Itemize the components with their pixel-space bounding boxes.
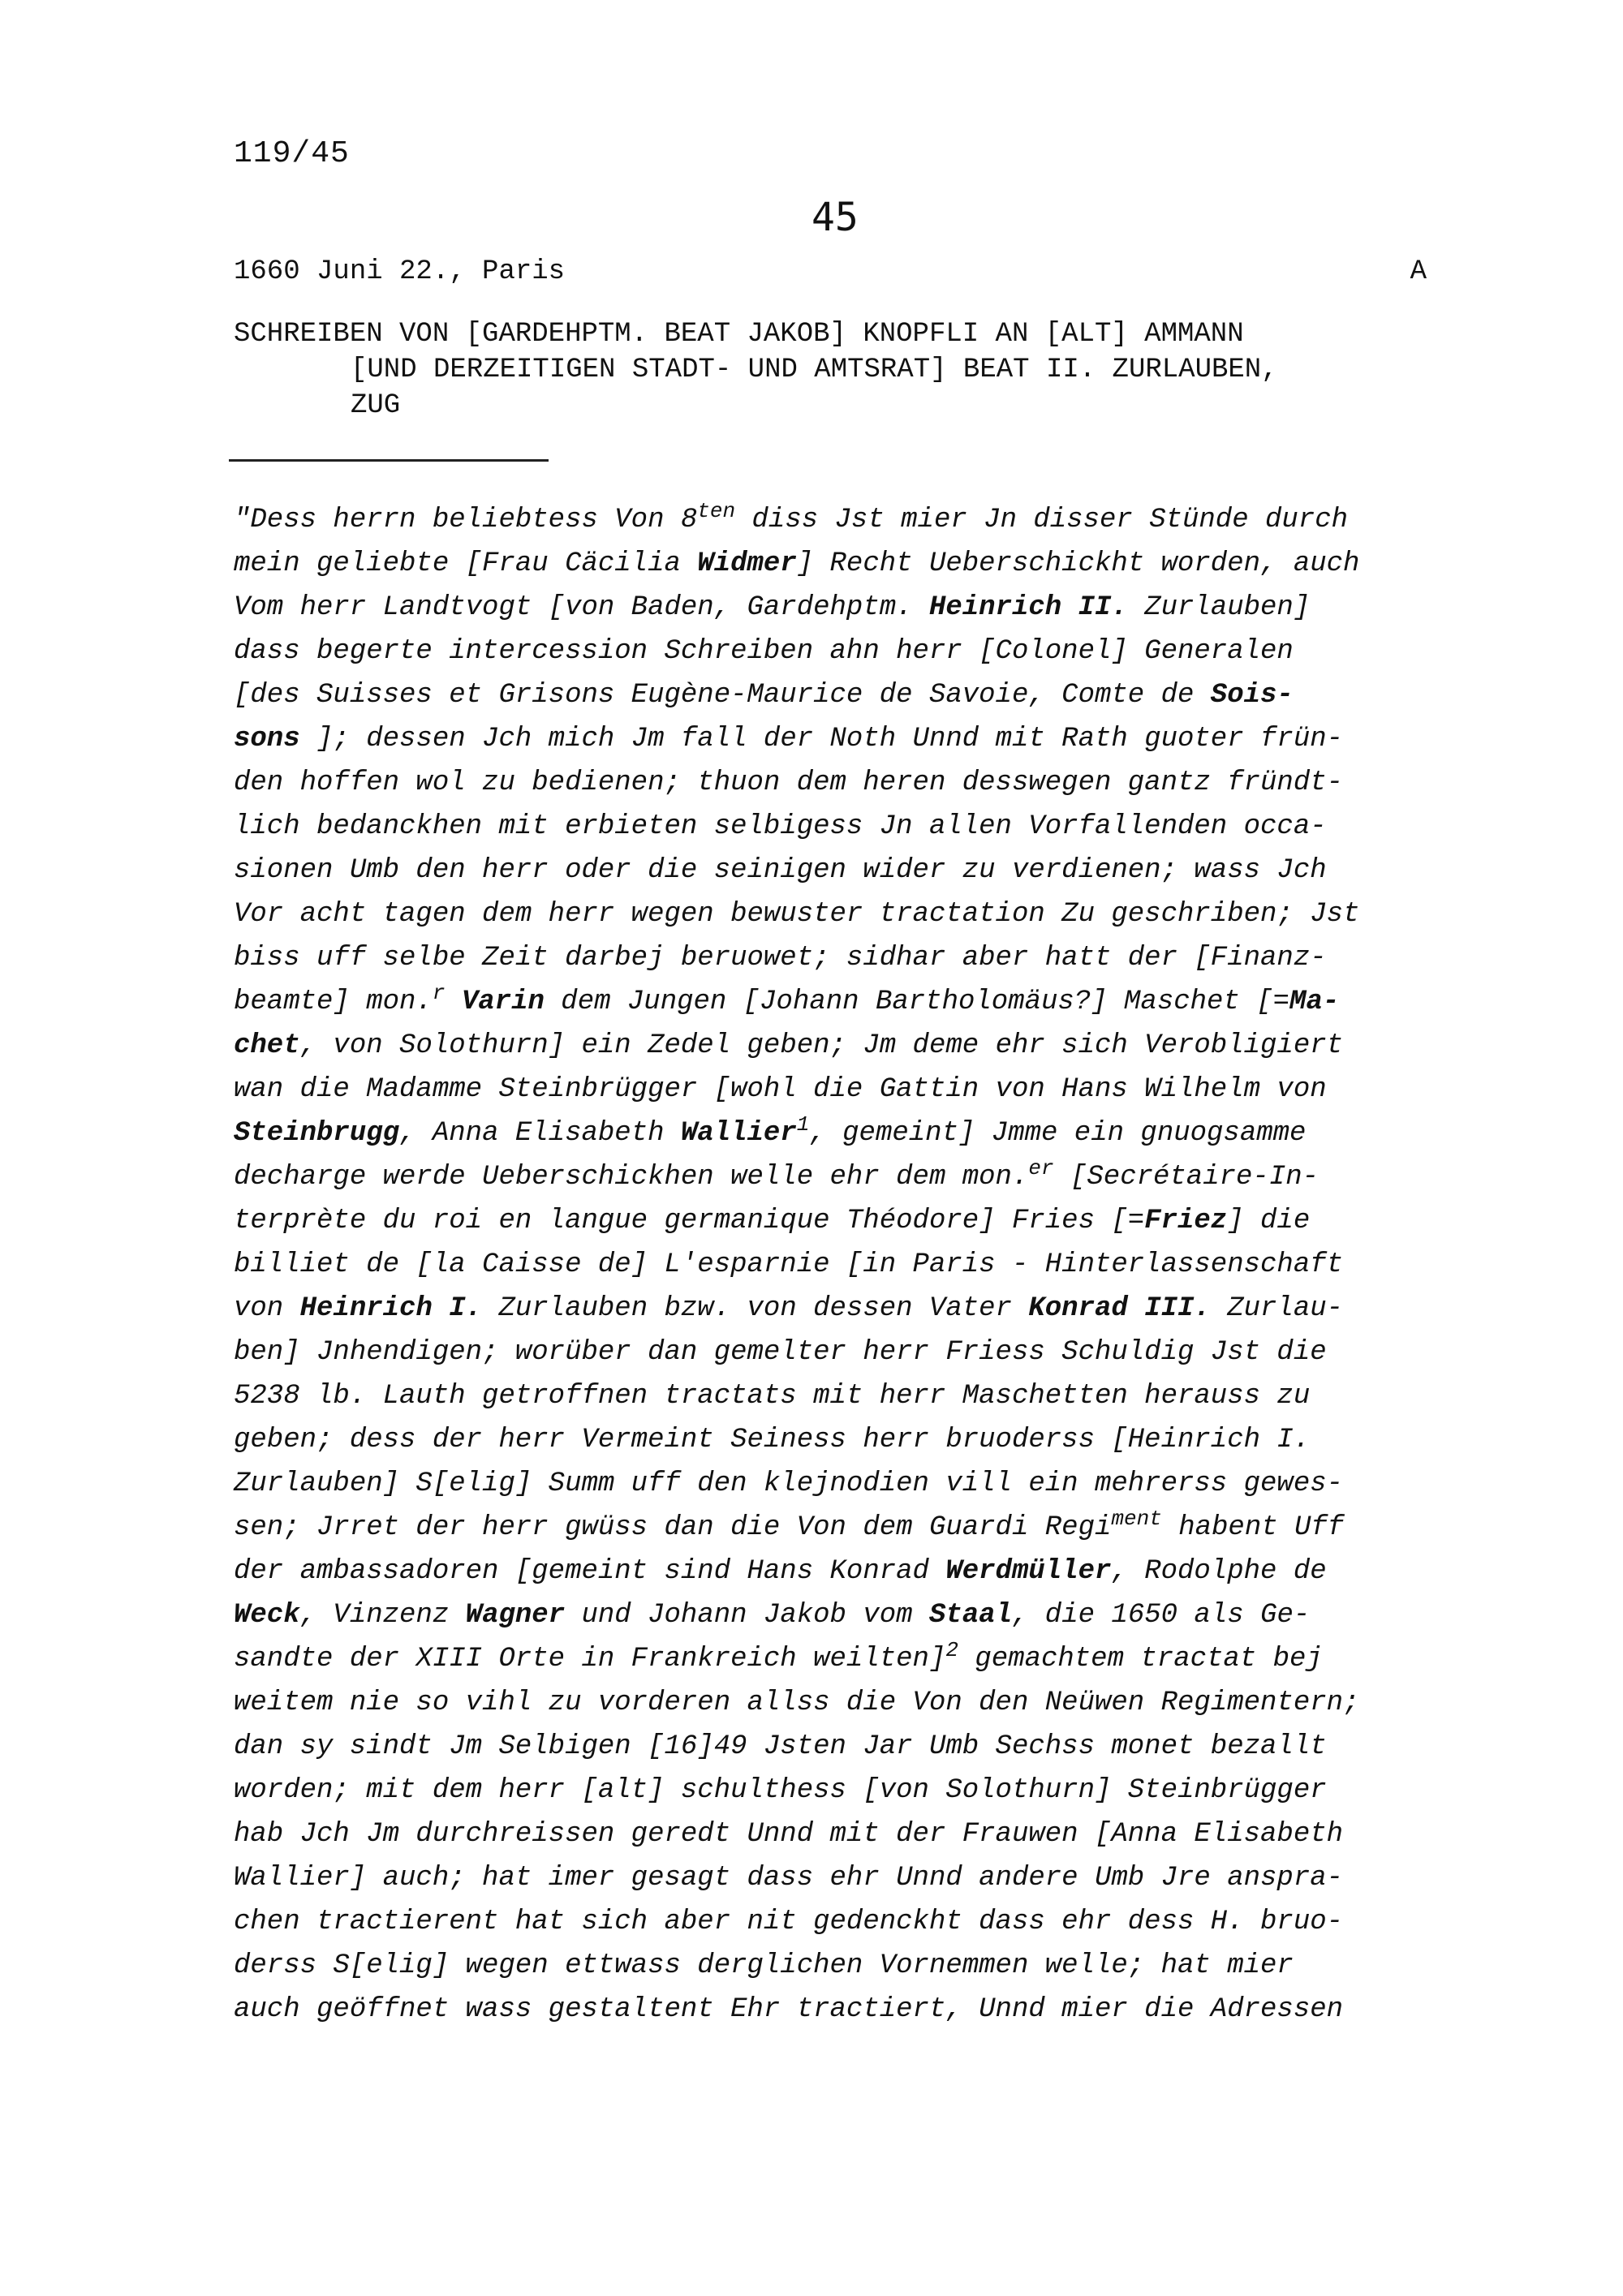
text-segment: [des Suisses et Grisons Eugène-Maurice de Savoie, Comte de	[234, 680, 1211, 711]
text-segment: weitem nie so vihl zu vorderen allss die Von den Neüwen Regimentern;	[234, 1688, 1360, 1718]
text-segment: ] die	[1227, 1206, 1311, 1236]
text-segment: billiet de [la Caisse de] L'esparnie [in Paris - Hinterlassenschaft	[234, 1249, 1344, 1280]
text-segment: und Johann Jakob vom	[565, 1600, 929, 1631]
text-segment: von	[234, 1293, 300, 1324]
text-line	[234, 1725, 1475, 1769]
superscript: ten	[697, 499, 736, 523]
bold-name: Weck	[234, 1600, 300, 1631]
text-line	[234, 805, 1475, 849]
text-line	[234, 1462, 1475, 1506]
text-segment: lich bedanckhen mit erbieten selbigess Jn allen Vorfallenden occa-	[234, 811, 1327, 842]
text-segment: , gemeint] Jmme ein gnuogsamme	[809, 1118, 1307, 1149]
text-segment: habent Uff	[1161, 1512, 1345, 1543]
text-line	[234, 1988, 1475, 2032]
text-segment: 5238 lb. Lauth getroffnen tractats mit herr Maschetten herauss zu	[234, 1381, 1311, 1412]
text-segment: , Vinzenz	[299, 1600, 466, 1631]
text-line	[234, 936, 1475, 980]
text-segment: Wallier] auch; hat imer gesagt dass ehr Unnd andere Umb Jre anspra-	[234, 1863, 1344, 1894]
text-segment: hab Jch Jm durchreissen geredt Unnd mit der Frauwen [Anna Elisabeth	[234, 1819, 1344, 1850]
text-segment: der ambassadoren [gemeint sind Hans Konrad	[234, 1556, 946, 1587]
text-segment: worden; mit dem herr [alt] schulthess [von Solothurn] Steinbrügger	[234, 1775, 1327, 1806]
text-segment: ]; dessen Jch mich Jm fall der Noth Unnd mit Rath guoter frün-	[299, 724, 1344, 755]
text-segment: mein geliebte [Frau Cäcilia	[234, 548, 698, 579]
text-segment	[445, 987, 461, 1017]
text-segment: [Secrétaire-In-	[1053, 1162, 1319, 1193]
text-line	[234, 1155, 1475, 1199]
text-segment: sandte der XIII Orte in Frankreich weilten]	[234, 1644, 946, 1675]
title-line: ZUG	[351, 390, 401, 421]
version-letter: A	[1410, 256, 1427, 287]
text-line	[234, 892, 1475, 936]
text-segment: Zurlauben] S[elig] Summ uff den klejnodien vill ein mehrerss gewes-	[234, 1468, 1344, 1499]
bold-name: Konrad III.	[1028, 1293, 1211, 1324]
bold-name: Heinrich II.	[928, 592, 1128, 623]
text-segment: decharge werde Ueberschickhen welle ehr dem mon.	[234, 1162, 1029, 1193]
bold-name: Heinrich I.	[299, 1293, 483, 1324]
bold-name: Varin	[461, 987, 545, 1017]
bold-name: Friez	[1144, 1206, 1228, 1236]
text-segment: chen tractierent hat sich aber nit gedenckht dass ehr dess H. bruo-	[234, 1907, 1344, 1937]
separator-rule	[229, 459, 549, 462]
archive-reference: 119/45	[234, 136, 350, 171]
text-line	[234, 630, 1475, 673]
superscript: r	[432, 981, 446, 1005]
text-segment: auch geöffnet wass gestaltent Ehr tractiert, Unnd mier die Adressen	[234, 1994, 1344, 2025]
date-place: 1660 Juni 22., Paris	[234, 256, 566, 287]
text-line	[234, 1243, 1475, 1287]
text-line	[234, 849, 1475, 892]
text-line	[234, 673, 1475, 717]
text-line	[234, 1637, 1475, 1681]
text-line	[234, 1944, 1475, 1988]
text-line	[234, 761, 1475, 805]
text-segment: den hoffen wol zu bedienen; thuon dem heren desswegen gantz fründt-	[234, 767, 1344, 798]
title-line: SCHREIBEN VON [GARDEHPTM. BEAT JAKOB] KNOPFLI AN [ALT] AMMANN	[234, 319, 1244, 350]
bold-name: Werdmüller	[945, 1556, 1112, 1587]
text-line	[234, 542, 1475, 586]
text-line	[234, 1856, 1475, 1900]
text-line	[234, 1331, 1475, 1374]
text-line	[234, 1111, 1475, 1155]
text-line	[234, 586, 1475, 630]
text-line	[234, 980, 1475, 1024]
text-segment: dass begerte intercession Schreiben ahn herr [Colonel] Generalen	[234, 636, 1294, 667]
text-segment: Zurlauben bzw. von dessen Vater	[482, 1293, 1029, 1324]
text-line	[234, 1769, 1475, 1812]
bold-name: Wallier	[680, 1118, 797, 1149]
letter-transcription	[234, 498, 1475, 2032]
superscript: ment	[1111, 1507, 1162, 1531]
text-segment: terprète du roi en langue germanique Théodore] Fries [=	[234, 1206, 1145, 1236]
text-segment: ] Recht Ueberschickht worden, auch	[796, 548, 1360, 579]
text-line	[234, 717, 1475, 761]
document-number: 45	[812, 195, 859, 240]
text-line	[234, 1506, 1475, 1550]
text-segment: wan die Madamme Steinbrügger [wohl die Gattin von Hans Wilhelm von	[234, 1074, 1327, 1105]
text-line	[234, 1900, 1475, 1944]
bold-name: Staal	[928, 1600, 1012, 1631]
date-line	[234, 256, 1427, 287]
text-line	[234, 1418, 1475, 1462]
superscript: 2	[945, 1638, 958, 1662]
text-segment: biss uff selbe Zeit darbej beruowet; sidhar aber hatt der [Finanz-	[234, 943, 1327, 974]
text-segment: gemachtem tractat bej	[958, 1644, 1323, 1675]
text-segment: , Anna Elisabeth	[399, 1118, 681, 1149]
bold-name: Sois-	[1210, 680, 1294, 711]
text-segment: dan sy sindt Jm Selbigen [16]49 Jsten Jar Umb Sechss monet bezallt	[234, 1731, 1327, 1762]
text-segment: diss Jst mier Jn disser Stünde durch	[735, 505, 1349, 535]
bold-name: Wagner	[465, 1600, 566, 1631]
text-segment: Zurlau-	[1210, 1293, 1344, 1324]
bold-name: Widmer	[697, 548, 797, 579]
text-segment: Vom herr Landtvogt [von Baden, Gardehptm.	[234, 592, 929, 623]
text-segment: sen; Jrret der herr gwüss dan die Von dem Guardi Regi	[234, 1512, 1112, 1543]
superscript: er	[1028, 1156, 1054, 1180]
text-line	[234, 1550, 1475, 1593]
text-line	[234, 1374, 1475, 1418]
text-line	[234, 1024, 1475, 1068]
text-line	[234, 498, 1475, 542]
text-segment: geben; dess der herr Vermeint Seiness herr bruoderss [Heinrich I.	[234, 1425, 1311, 1455]
text-line	[234, 1681, 1475, 1725]
text-segment: dem Jungen [Johann Bartholomäus?] Maschet [=	[544, 987, 1290, 1017]
bold-name: Ma-	[1289, 987, 1340, 1017]
text-line	[234, 1593, 1475, 1637]
text-line	[234, 1199, 1475, 1243]
superscript: 1	[796, 1112, 810, 1137]
text-segment: ben] Jnhendigen; worüber dan gemelter herr Friess Schuldig Jst die	[234, 1337, 1327, 1368]
text-segment: Zurlauben]	[1127, 592, 1311, 623]
text-segment: sionen Umb den herr oder die seinigen wider zu verdienen; wass Jch	[234, 855, 1327, 886]
text-segment: , von Solothurn] ein Zedel geben; Jm deme ehr sich Verobligiert	[299, 1030, 1344, 1061]
text-line	[234, 1068, 1475, 1111]
text-segment: Vor acht tagen dem herr wegen bewuster tractation Zu geschriben; Jst	[234, 899, 1360, 930]
text-segment: derss S[elig] wegen ettwass derglichen Vornemmen welle; hat mier	[234, 1950, 1294, 1981]
text-segment: , die 1650 als Ge-	[1012, 1600, 1311, 1631]
document-title	[234, 316, 1467, 424]
text-segment: , Rodolphe de	[1111, 1556, 1327, 1587]
title-line: [UND DERZEITIGEN STADT- UND AMTSRAT] BEAT II. ZURLAUBEN,	[351, 355, 1278, 385]
text-line	[234, 1287, 1475, 1331]
text-segment: beamte] mon.	[234, 987, 433, 1017]
bold-name: chet	[234, 1030, 300, 1061]
bold-name: Steinbrugg	[234, 1118, 400, 1149]
bold-name: sons	[234, 724, 300, 755]
text-line	[234, 1812, 1475, 1856]
text-segment: "Dess herrn beliebtess Von 8	[234, 505, 698, 535]
